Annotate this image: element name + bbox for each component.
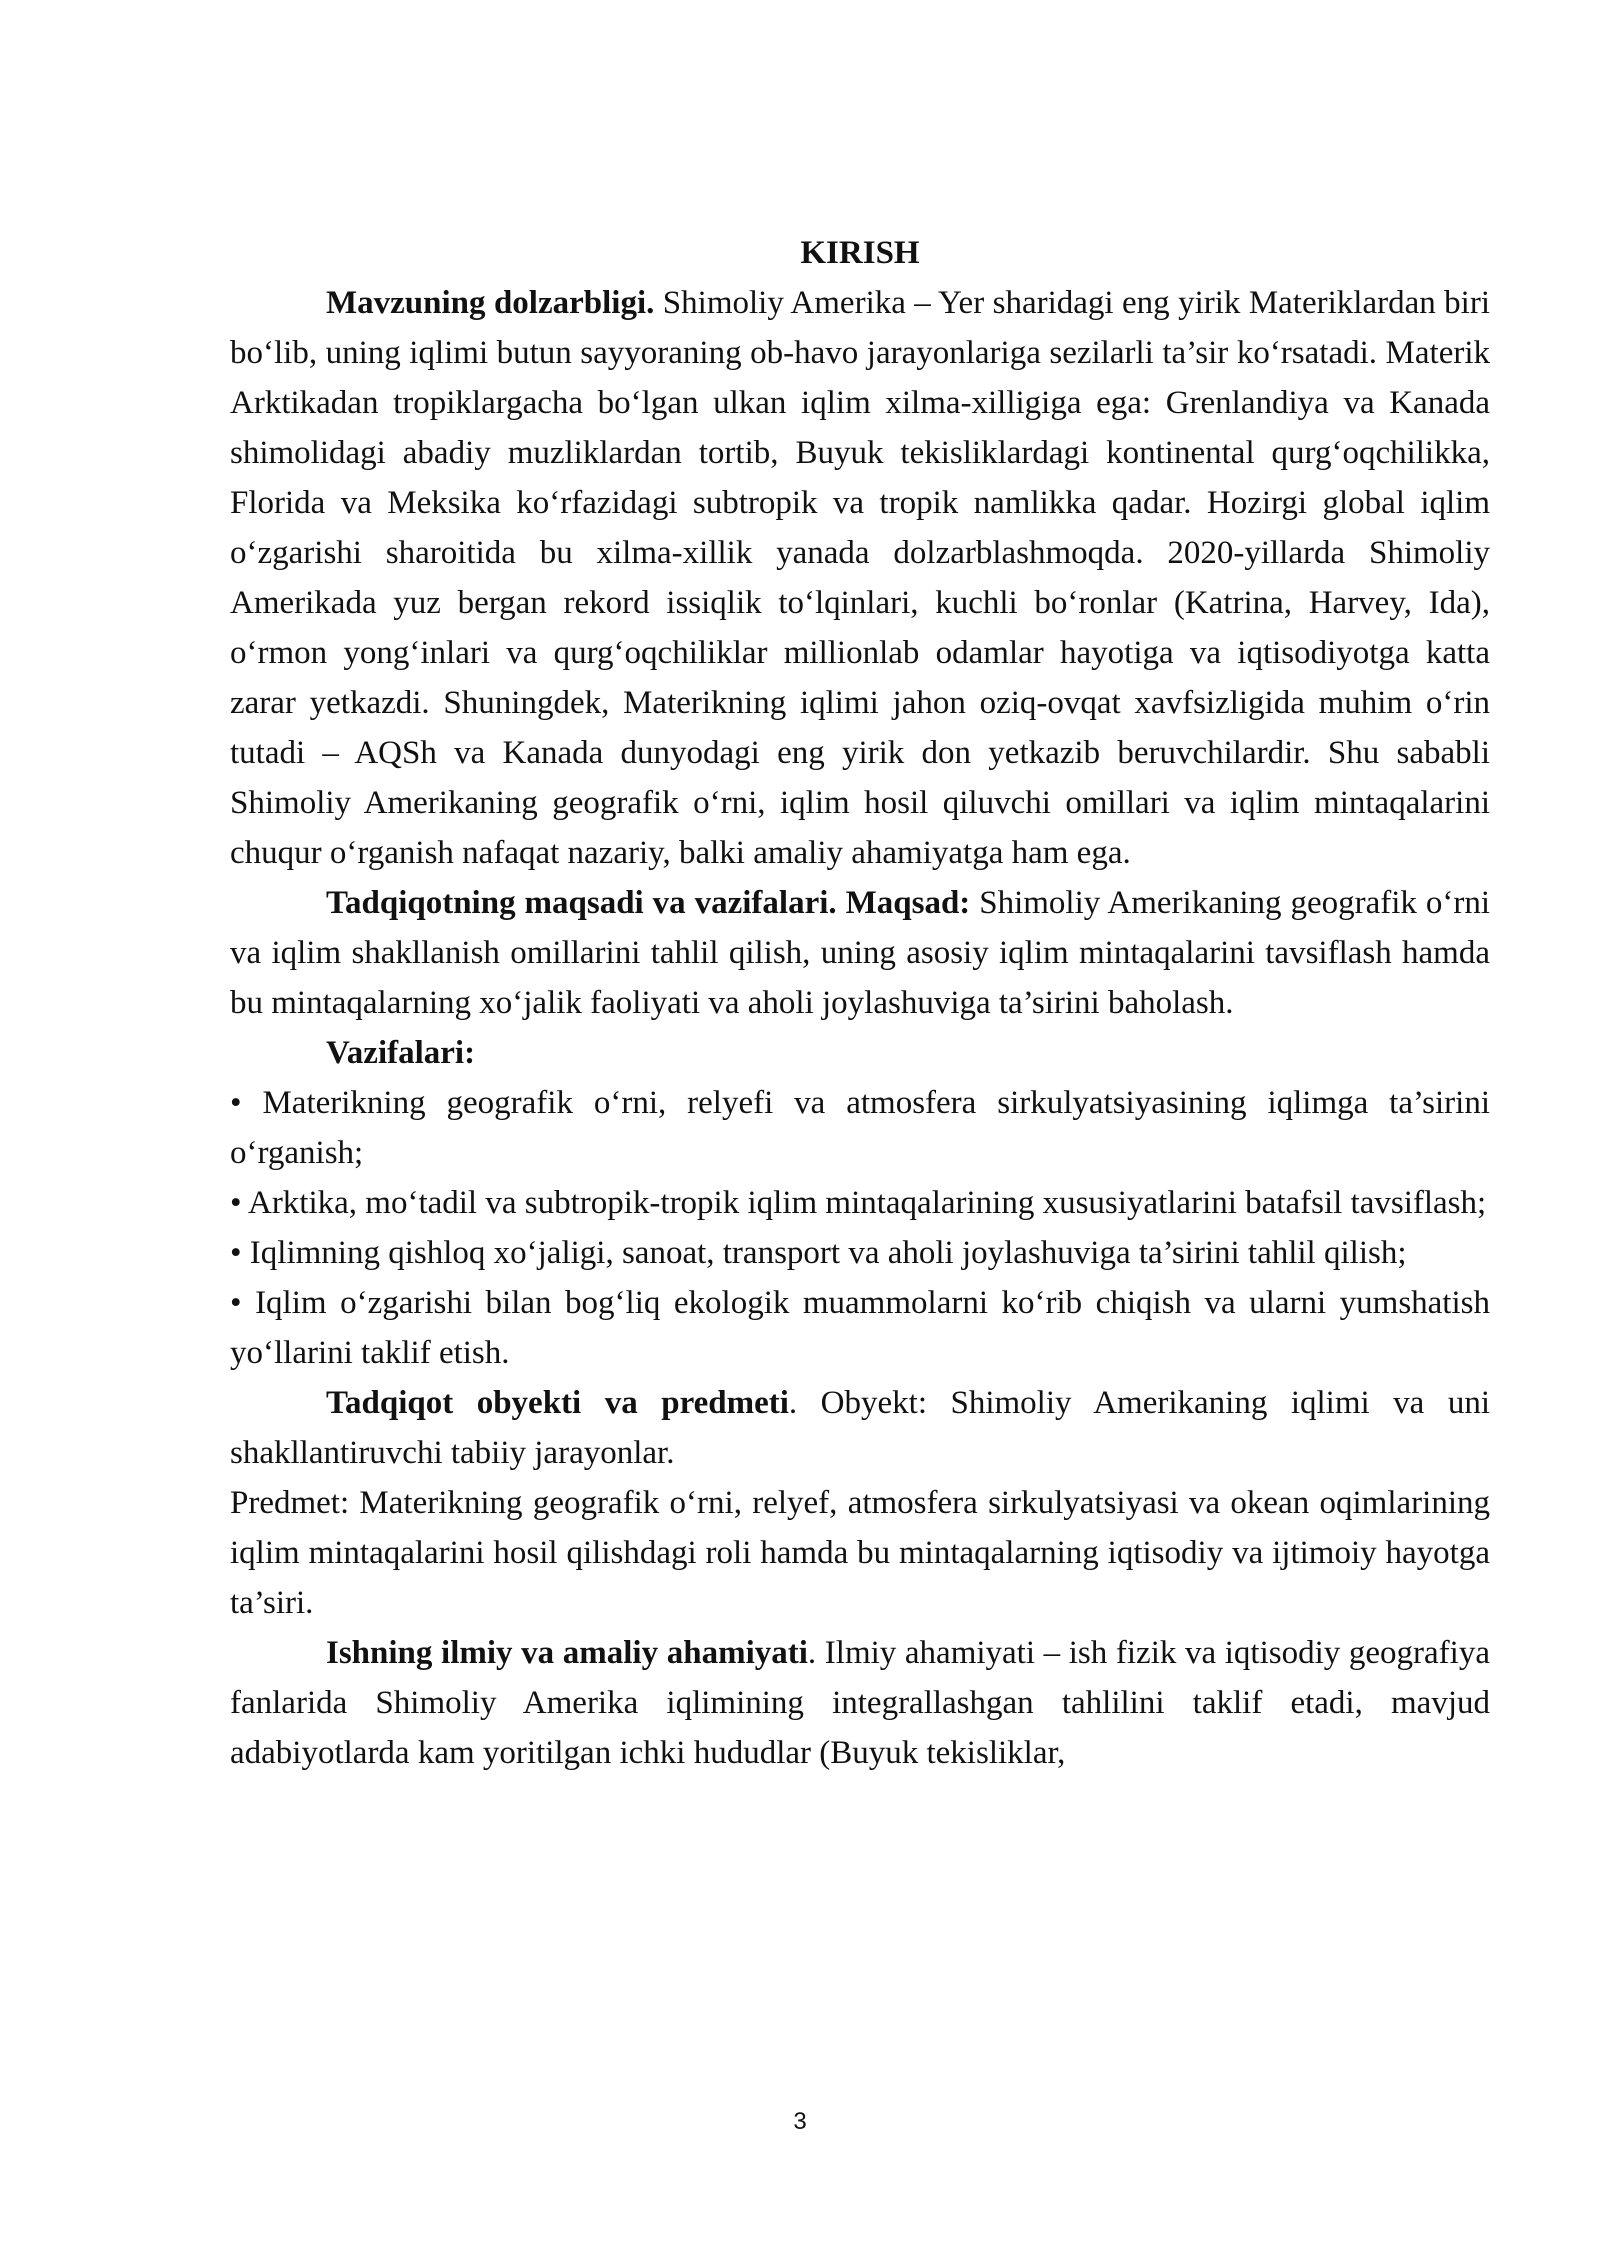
significance-heading: Ishning ilmiy va amaliy ahamiyati (326, 1635, 808, 1671)
page-content (230, 228, 1490, 1778)
subject-paragraph: Predmet: Materikning geografik o‘rni, relyef, atmosfera sirkulyatsiyasi va okean oqimlarining iqlim mintaqalarini hosil qilishdagi roli hamda bu mintaqalarning iqtisodiy va ijtimoiy hayotga ta’siri. (230, 1485, 1490, 1621)
goal-text: Shimoliy Amerikaning geografik o‘rni va iqlim shakllanish omillarini tahlil qilish, uning asosiy iqlim mintaqalarini tavsiflash hamda bu mintaqalarning xo‘jalik faoliyati va aholi joylashuviga ta’sirini baholash. (230, 885, 1490, 1021)
page-number: 3 (793, 2108, 807, 2135)
relevance-heading: Mavzuning dolzarbligi. (326, 285, 655, 321)
significance-paragraph (230, 1628, 1490, 1778)
task-item-1: • Materikning geografik o‘rni, relyefi va atmosfera sirkulyatsiyasining iqlimga ta’sirini o‘rganish; (230, 1085, 1490, 1171)
relevance-text: Shimoliy Amerika – Yer sharidagi eng yirik Materiklardan biri bo‘lib, uning iqlimi butun sayyoraning ob-havo jarayonlariga sezilarli ta’sir ko‘rsatadi. Materik Arktikadan tropiklargacha bo‘lgan ulkan iqlim xilma-xilligiga ega: Grenlandiya va Kanada shimolidagi abadiy muzliklardan tortib, Buyuk tekisliklardagi kontinental qurg‘oqchilikka, Florida va Meksika ko‘rfazidagi subtropik va tropik namlikka qadar. Hozirgi global iqlim o‘zgarishi sharoitida bu xilma-xillik yanada dolzarblashmoqda. 2020-yillarda Shimoliy Amerikada yuz bergan rekord issiqlik to‘lqinlari, kuchli bo‘ronlar (Katrina, Harvey, Ida), o‘rmon yong‘inlari va qurg‘oqchiliklar millionlab odamlar hayotiga va iqtisodiyotga katta zarar yetkazdi. Shuningdek, Materikning iqlimi jahon oziq-ovqat xavfsizligida muhim o‘rin tutadi – AQSh va Kanada dunyodagi eng yirik don yetkazib beruvchilardir. Shu sababli Shimoliy Amerikaning geografik o‘rni, iqlim hosil qiluvchi omillari va iqlim mintaqalarini chuqur o‘rganish nafaqat nazariy, balki amaliy ahamiyatga ham ega. (230, 285, 1490, 871)
task-item-3: • Iqlimning qishloq xo‘jaligi, sanoat, transport va aholi joylashuviga ta’sirini tahlil qilish; (230, 1235, 1407, 1271)
page-title: KIRISH (800, 235, 920, 271)
tasks-heading: Vazifalari: (326, 1035, 476, 1071)
object-text: . Obyekt: Shimoliy Amerikaning iqlimi va uni shakllantiruvchi tabiiy jarayonlar. (230, 1385, 1490, 1471)
object-heading: Tadqiqot obyekti va predmeti (326, 1385, 789, 1421)
relevance-paragraph (230, 278, 1490, 878)
object-paragraph (230, 1378, 1490, 1478)
significance-text: . Ilmiy ahamiyati – ish fizik va iqtisodiy geografiya fanlarida Shimoliy Amerika iqlimining integrallashgan tahlilini taklif etadi, mavjud adabiyotlarda kam yoritilgan ichki hududlar (Buyuk tekisliklar, (230, 1635, 1490, 1771)
goal-paragraph (230, 878, 1490, 1028)
task-item-4: • Iqlim o‘zgarishi bilan bog‘liq ekologik muammolarni ko‘rib chiqish va ularni yumshatish yo‘llarini taklif etish. (230, 1285, 1490, 1371)
task-item-2: • Arktika, mo‘tadil va subtropik-tropik iqlim mintaqalarining xususiyatlarini batafsil tavsiflash; (230, 1185, 1487, 1221)
goal-label: Maqsad: (836, 885, 971, 921)
goal-heading: Tadqiqotning maqsadi va vazifalari. (326, 885, 837, 921)
